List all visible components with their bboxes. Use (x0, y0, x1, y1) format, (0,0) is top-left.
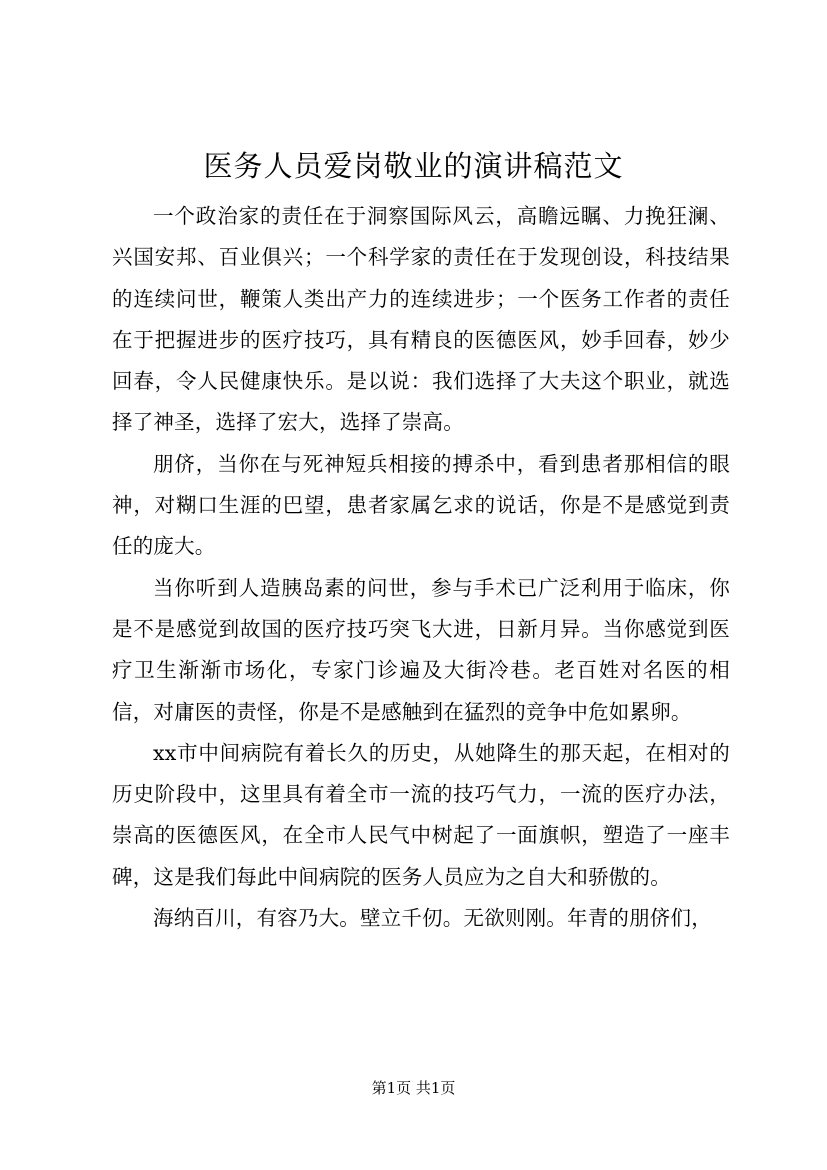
document-title: 医务人员爱岗敬业的演讲稿范文 (203, 149, 624, 183)
paragraph: 朋侪，当你在与死神短兵相接的搏杀中，看到患者那相信的眼神，对糊口生涯的巴望，患者家属乞求的说话，你是不是感觉到责任的庞大。 (112, 451, 730, 559)
paragraph: 一个政治家的责任在于洞察国际风云，高瞻远瞩、力挽狂澜、兴国安邦、百业俱兴；一个科学家的责任在于发现创设，科技结果的连续问世，鞭策人类出产力的连续进步；一个医务工作者的责任在于把握进步的医疗技巧，具有精良的医德医风，妙手回春，妙少回春，令人民健康快乐。是以说：我们选择了大夫这个职业，就选择了神圣，选择了宏大，选择了崇高。 (112, 204, 730, 435)
document-body (112, 196, 730, 939)
paragraph: 当你听到人造胰岛素的问世，参与手术已广泛利用于临床，你是不是感觉到故国的医疗技巧突飞大进，日新月异。当你感觉到医疗卫生渐渐市场化，专家门诊遍及大街冷巷。老百姓对名医的相信，对庸医的责怪，你是不是感触到在猛烈的竞争中危如累卵。 (112, 575, 730, 724)
paragraph: xx市中间病院有着长久的历史，从她降生的那天起，在相对的历史阶段中，这里具有着全市一流的技巧气力，一流的医疗办法，崇高的医德医风，在全市人民气中树起了一面旗帜，塑造了一座丰碑，这是我们每此中间病院的医务人员应为之自大和骄傲的。 (112, 740, 730, 889)
page-footer: 第1页 共1页 (371, 1079, 456, 1097)
paragraph: 海纳百川，有容乃大。壁立千仞。无欲则刚。年青的朋侪们， (153, 906, 712, 931)
